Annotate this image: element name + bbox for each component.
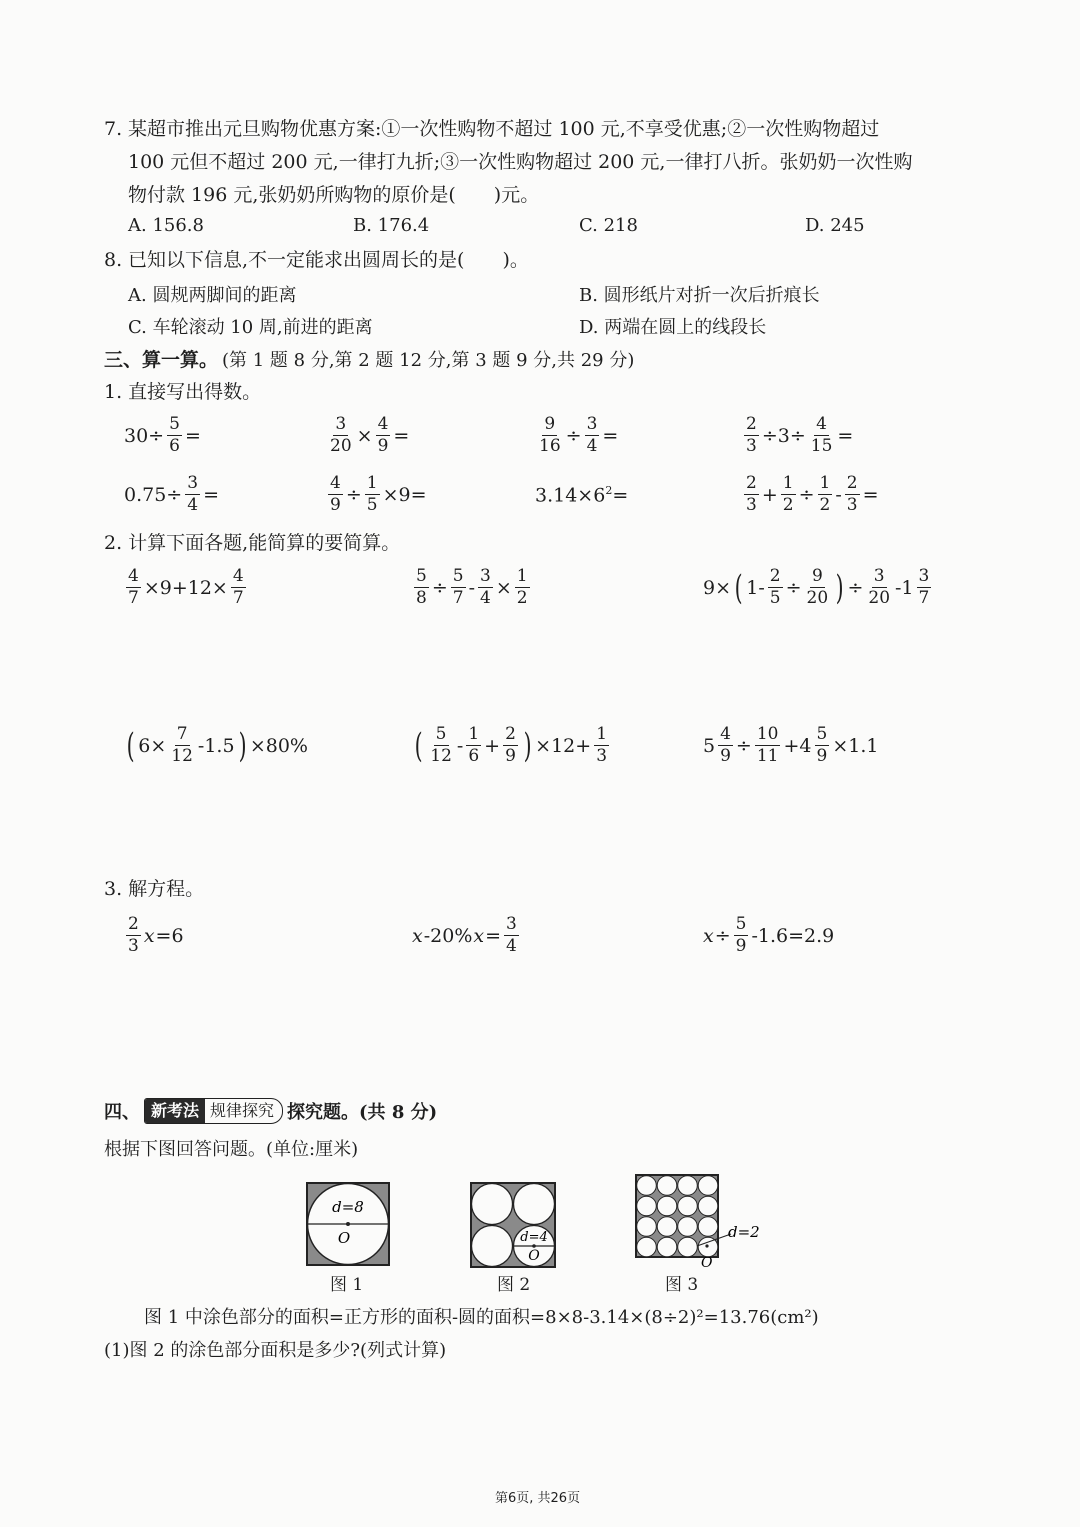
calc-1-4: $\frac{2}{3}$ ÷3÷ $\frac{4}{15}$ = (746, 414, 854, 456)
figure-3 (635, 1174, 775, 1270)
expr-1-1: $\frac{4}{7}$ ×9+12× $\frac{4}{7}$ (128, 566, 244, 608)
section4-example: 图 1 中涂色部分的面积=正方形的面积-圆的面积=8×8-3.14×(8÷2)²=13.76(cm²) (144, 1307, 819, 1328)
q7-option-d: D. 245 (805, 215, 865, 236)
section4-question-1: (1)图 2 的涂色部分面积是多少?(列式计算) (104, 1340, 447, 1361)
q7-line2: 100 元但不超过 200 元,一律打九折;③一次性购物超过 200 元,一律打八折。张奶奶一次性购 (128, 151, 913, 173)
q8-option-a: A. 圆规两脚间的距离 (128, 285, 297, 306)
q7-line3: 物付款 196 元,张奶奶所购物的原价是( )元。 (128, 184, 540, 206)
q8-text: 已知以下信息,不一定能求出圆周长的是( )。 (128, 249, 529, 271)
calc-2-4: $\frac{2}{3}$ + $\frac{1}{2}$ ÷ $\frac{1}{2}$ - $\frac{2}{3}$ = (746, 473, 879, 515)
calc-1-3: $\frac{9}{16}$ ÷ $\frac{3}{4}$ = (539, 414, 619, 456)
figure-1 (306, 1182, 390, 1266)
fig3-small-circle (637, 1217, 657, 1237)
q8-number: 8. (104, 249, 123, 271)
fig1-caption: 图 1 (330, 1275, 364, 1295)
fig3-small-circle (637, 1196, 657, 1216)
q7-option-c: C. 218 (579, 215, 638, 236)
expr-2-1: ( 6× $\frac{7}{12}$ -1.5 ) ×80% (126, 724, 308, 766)
q7-option-b: B. 176.4 (353, 215, 430, 236)
fig3-small-circle (678, 1217, 698, 1237)
q8-option-b: B. 圆形纸片对折一次后折痕长 (579, 285, 820, 306)
section3-sub2: 2. 计算下面各题,能简算的要简算。 (104, 532, 401, 554)
badge-left: 新考法 (145, 1099, 205, 1123)
fig2-d-label: d=4 (520, 1230, 548, 1245)
fig3-small-circle (698, 1176, 718, 1196)
page-footer: 第6页, 共26页 (495, 1491, 581, 1506)
fig3-small-circle (637, 1176, 657, 1196)
section3-title: 三、算一算。 (104, 349, 219, 371)
figure-2 (470, 1182, 556, 1268)
fig2-caption: 图 2 (497, 1275, 531, 1295)
section4-heading (104, 1098, 437, 1124)
fig3-small-circle (657, 1176, 677, 1196)
calc-1-1: 30÷ $\frac{5}{6}$ = (124, 414, 201, 456)
fig3-small-circle (637, 1237, 657, 1257)
fig2-o-label: O (528, 1248, 540, 1264)
fig3-caption: 图 3 (665, 1275, 699, 1295)
fig3-small-circle (657, 1237, 677, 1257)
calc-2-3: $3.14\times 6^2=$ (535, 484, 629, 507)
calc-1-2: $\frac{3}{20}$ × $\frac{4}{9}$ = (330, 414, 410, 456)
fig1-o-label: O (337, 1229, 351, 1247)
q7-number: 7. (104, 118, 123, 140)
q7-line1: 某超市推出元旦购物优惠方案:①一次性购物不超过 100 元,不享受优惠;②一次性购物超过 (128, 118, 880, 140)
q8-option-d: D. 两端在圆上的线段长 (579, 317, 767, 338)
fig3-small-circle (657, 1217, 677, 1237)
fig3-d-label: d=2 (728, 1223, 760, 1241)
new-method-badge (144, 1098, 283, 1124)
fig3-small-circle (678, 1176, 698, 1196)
equation-2: x -20% x = $\frac{3}{4}$ (412, 914, 517, 956)
badge-right: 规律探究 (210, 1101, 275, 1120)
equation-3: x ÷ $\frac{5}{9}$ -1.6=2.9 (703, 914, 835, 956)
section4-intro: 根据下图回答问题。(单位:厘米) (104, 1139, 359, 1160)
section3-sub1: 1. 直接写出得数。 (104, 381, 262, 403)
section3-sub3: 3. 解方程。 (104, 878, 205, 900)
section3-score: (第 1 题 8 分,第 2 题 12 分,第 3 题 9 分,共 29 分) (222, 350, 635, 371)
fig3-small-circle (657, 1196, 677, 1216)
fig1-d-label: d=8 (332, 1198, 364, 1216)
expr-2-2: ( $\frac{5}{12}$ - $\frac{1}{6}$ + $\frac{2}{9}$ ) ×12+ $\frac{1}{3}$ (414, 724, 608, 766)
expr-1-2: $\frac{5}{8}$ ÷ $\frac{5}{7}$ - $\frac{3}{4}$ × $\frac{1}{2}$ (416, 566, 528, 608)
fig3-small-circle (698, 1196, 718, 1216)
section4-title-rest: 探究题。(共 8 分) (287, 1102, 438, 1123)
fig3-small-circle (678, 1237, 698, 1257)
fig3-small-circle (698, 1217, 718, 1237)
calc-2-1: 0.75÷ $\frac{3}{4}$ = (124, 473, 219, 515)
expr-2-3: 5 $\frac{4}{9}$ ÷ $\frac{10}{11}$ +4 $\frac{5}{9}$ ×1.1 (703, 724, 879, 766)
fig3-o-label: O (701, 1255, 713, 1270)
section4-title: 四、 (104, 1102, 140, 1123)
q8-option-c: C. 车轮滚动 10 周,前进的距离 (128, 317, 373, 338)
fig3-small-circle (678, 1196, 698, 1216)
calc-2-2: $\frac{4}{9}$ ÷ $\frac{1}{5}$ ×9= (330, 473, 427, 515)
expr-1-3: 9× ( 1- $\frac{2}{5}$ ÷ $\frac{9}{20}$ ) ÷ $\frac{3}{20}$ -1 $\frac{3}{7}$ (703, 566, 930, 608)
equation-1: $\frac{2}{3}$ x =6 (128, 914, 184, 956)
q7-option-a: A. 156.8 (128, 215, 204, 236)
